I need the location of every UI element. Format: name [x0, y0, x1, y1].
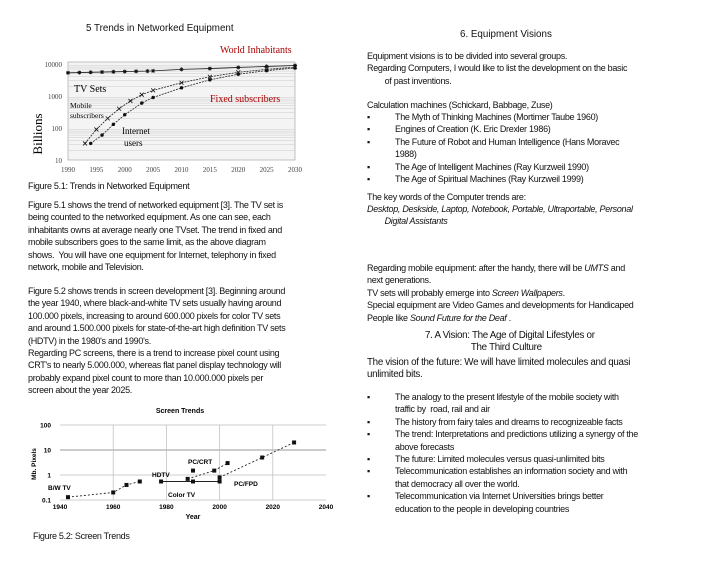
text: Special equipment are Video Games and developments for Handicaped People like [367, 300, 634, 323]
x-tick-label: 2000 [117, 166, 132, 174]
x-tick-label: 1940 [52, 504, 68, 511]
vision-statement: The vision of the future: We will have limited molecules and quasi unlimited bits. [367, 357, 631, 381]
x-tick-label: 2005 [146, 166, 161, 174]
series-line-0 [68, 481, 140, 497]
figure-5-1-caption: Figure 5.1: Trends in Networked Equipment [28, 181, 190, 191]
paragraph-figure-5-2: Figure 5.2 shows trends in screen development [3]. Beginning around the year 1940, where black-and-white TV sets usually having around 100.000 pixels, increasing to around 600.000 pixels for color TV sets and around 1.500.000 pixels for state-of-the-art high definition TV sets (HDTV) in the 1980's and 1990's. Regarding PC screens, there is a trend to increase pixel count using CRT's to nearly 5.000.000, whereas flat panel display technology will probably expand pixel count to more than 10.000.000 pixels per screen about the year 2025. [28, 286, 286, 396]
star-marker-icon [180, 67, 184, 71]
mobile-paragraph [367, 262, 634, 324]
data-point [212, 469, 216, 473]
data-point [138, 479, 142, 483]
list-item-text: The history from fairy tales and dreams to recognizeable facts [395, 416, 623, 427]
figure-5-2-caption: Figure 5.2: Screen Trends [33, 531, 130, 541]
sound-future-term: Sound Future for the Deaf [409, 312, 507, 323]
calculation-machines: Calculation machines (Schickard, Babbage, Zuse) [367, 100, 553, 110]
data-point [292, 440, 296, 444]
y-tick-label: 100 [51, 125, 62, 133]
y-tick-label: 10 [43, 447, 51, 455]
x-axis-label: Year [185, 514, 201, 521]
dot-marker-icon [151, 96, 154, 99]
data-point [218, 475, 222, 479]
data-point [159, 479, 163, 483]
list-item-text: Telecommunication establishes an information society and with that democracy all over the world. [395, 466, 628, 489]
x-tick-label: 1980 [159, 504, 174, 511]
series-label: PC/FPD [234, 481, 258, 488]
star-marker-icon [66, 71, 70, 75]
data-point [260, 456, 264, 460]
dot-marker-icon [293, 66, 296, 69]
networked-equipment-chart [30, 42, 320, 180]
bullet-icon: ▪ [367, 136, 370, 147]
x-tick-label: 2010 [174, 166, 189, 174]
data-point [186, 477, 190, 481]
star-marker-icon [208, 67, 212, 71]
x-tick-label: 1990 [61, 166, 75, 174]
annotation-tv-sets: TV Sets [74, 84, 107, 95]
y-axis-label: Billions [30, 113, 45, 155]
x-tick-label: 2025 [259, 166, 274, 174]
y-tick-label: 1 [47, 472, 51, 480]
section-6-heading: 6. Equipment Visions [460, 29, 552, 40]
dot-marker-icon [180, 86, 183, 89]
chart-title: Screen Trends [155, 408, 205, 415]
annotation-fixed-subscribers: Fixed subscribers [210, 94, 281, 105]
bullet-icon: ▪ [367, 392, 370, 402]
screen-wallpapers-term: Screen Wallpapers [491, 287, 563, 298]
star-marker-icon [100, 70, 104, 74]
dot-marker-icon [89, 142, 92, 145]
umts-term: UMTS [584, 263, 609, 273]
x-tick-label: 2040 [318, 504, 334, 511]
x-tick-label: 2020 [231, 166, 246, 174]
x-tick-label: 2030 [288, 166, 302, 174]
text: and next generations. [367, 263, 625, 286]
list-item-text: The trend: Interpretations and predictions utilizing a synergy of the above forecasts [395, 429, 638, 452]
bullet-icon: ▪ [367, 174, 370, 184]
y-tick-label: 10000 [44, 61, 62, 69]
list-item-text: The Age of Spiritual Machines (Ray Kurzweil 1999) [395, 174, 584, 184]
star-marker-icon [134, 69, 138, 73]
x-tick-label: 2020 [265, 504, 281, 511]
visions-intro: Equipment visions is to be divided into several groups. Regarding Computers, I would like to list the development on the basic of past inventions. [367, 51, 628, 86]
star-marker-icon [77, 71, 81, 75]
x-tick-label: 1995 [89, 166, 104, 174]
annotation-mobile-subscribers: Mobile subscribers [70, 101, 104, 120]
bullet-icon: ▪ [367, 112, 370, 122]
data-point [218, 479, 222, 483]
bullet-icon: ▪ [367, 491, 370, 502]
bullet-icon: ▪ [367, 416, 370, 427]
paragraph-figure-5-1: Figure 5.1 shows the trend of networked equipment [3]. The TV set is being counted to the networked equipment. As one can see, each inhabitants owns at average nearly one TVset. The trend in fixed and mobile subscribers goes to the same limit, as the above diagram shows. You will have one equipment for Internet, telephony in fixed network, mobile and Television. [28, 200, 283, 273]
bullet-icon: ▪ [367, 161, 370, 172]
x-tick-label: 2000 [212, 504, 227, 511]
y-axis-label: Mb. Pixels [31, 448, 38, 480]
bullet-icon: ▪ [367, 454, 370, 464]
text: TV sets will probably emerge into [367, 287, 492, 298]
list-item-text: The Myth of Thinking Machines (Mortimer Taube 1960) [395, 112, 598, 122]
data-point [66, 495, 70, 499]
y-tick-label: 0.1 [41, 497, 51, 505]
annotation-world-inhabitants: World Inhabitants [220, 45, 292, 56]
data-point [191, 479, 195, 483]
data-point [226, 461, 230, 465]
y-tick-label: 10 [55, 157, 62, 165]
y-tick-label: 100 [40, 422, 51, 430]
list-item-text: Engines of Creation (K. Eric Drexler 1986) [395, 124, 551, 135]
series-label: HDTV [152, 472, 170, 479]
dot-marker-icon [112, 123, 115, 126]
list-item-text: The Age of Intelligent Machines (Ray Kurzweil 1990) [395, 161, 589, 172]
series-label: Color TV [168, 492, 196, 499]
data-point [125, 483, 129, 487]
annotation-internet-users: Internet users [122, 126, 150, 148]
dot-marker-icon [208, 78, 211, 81]
data-point [111, 490, 115, 494]
dot-marker-icon [100, 133, 103, 136]
star-marker-icon [123, 70, 127, 74]
y-tick-label: 1000 [48, 93, 62, 101]
star-marker-icon [151, 69, 155, 73]
keywords-list: Desktop, Deskside, Laptop, Notebook, Portable, Ultraportable, Personal Digital Assistants [367, 204, 633, 227]
dot-marker-icon [237, 73, 240, 76]
bullet-icon: ▪ [367, 429, 370, 440]
text: . [506, 312, 511, 323]
x-tick-label: 1960 [105, 504, 121, 511]
series-label: PC/CRT [188, 459, 213, 466]
section-7-heading: 7. A Vision: The Age of Digital Lifestyles or The Third Culture [425, 330, 595, 354]
text: . [562, 287, 565, 298]
section-5-heading: 5 Trends in Networked Equipment [86, 23, 234, 34]
dot-marker-icon [123, 113, 126, 116]
dot-marker-icon [140, 101, 143, 104]
list-item-text: The Future of Robot and Human Intelligence (Hans Moravec 1988) [395, 136, 620, 160]
dot-marker-icon [265, 69, 268, 72]
list-item-text: The analogy to the present lifestyle of the mobile society with traffic by road, rail and air [395, 392, 619, 415]
text: Regarding mobile equipment: after the handy, there will be [367, 263, 585, 273]
star-marker-icon [145, 69, 149, 73]
keywords-intro: The key words of the Computer trends are: [367, 192, 526, 202]
star-marker-icon [236, 65, 240, 69]
data-point [191, 469, 195, 473]
x-tick-label: 2015 [202, 166, 217, 174]
bullet-icon: ▪ [367, 466, 370, 477]
list-item-text: Telecommunication via Internet Universities brings better education to the people in developing countries [395, 491, 604, 514]
screen-trends-chart [20, 402, 340, 524]
series-label: B/W TV [48, 485, 71, 492]
bullet-icon: ▪ [367, 124, 370, 135]
list-item-text: The future: Limited molecules versus quasi-unlimited bits [395, 454, 605, 464]
series-line-4 [220, 442, 294, 477]
star-marker-icon [111, 70, 115, 74]
star-marker-icon [89, 70, 93, 74]
